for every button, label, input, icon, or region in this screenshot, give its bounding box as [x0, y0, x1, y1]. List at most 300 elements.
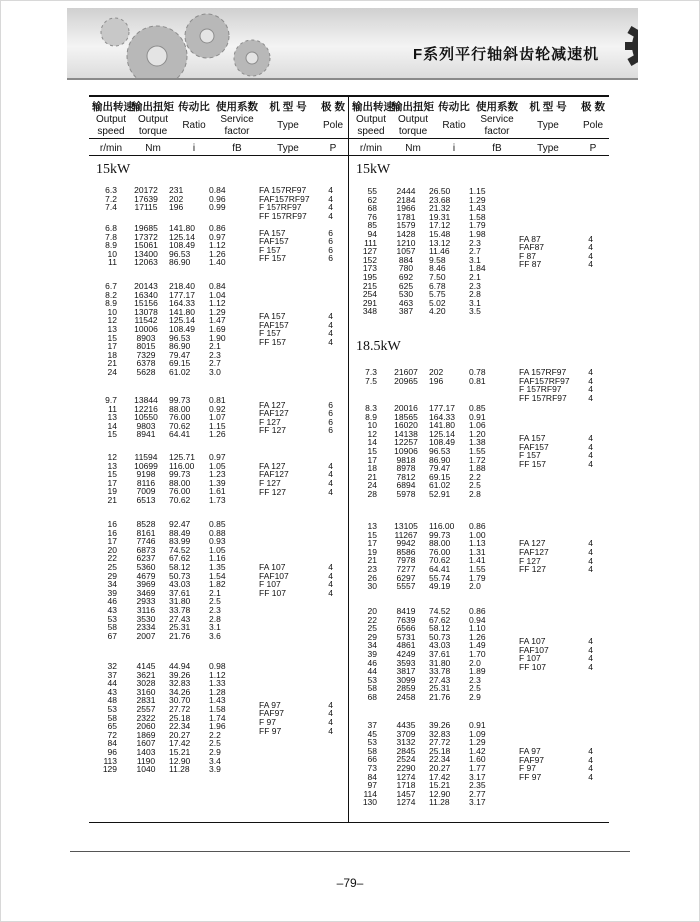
- table-cell: 1.79: [469, 220, 486, 231]
- table-cell: 1966: [396, 203, 416, 214]
- type-name: FA 127: [519, 538, 546, 549]
- header-en-line: Type: [277, 120, 299, 131]
- table-cell: 9942: [396, 538, 416, 549]
- table-cell: 0.97: [209, 231, 226, 242]
- table-cell: 34: [367, 640, 377, 651]
- table-row: [90, 258, 251, 267]
- table-cell: 17: [107, 536, 117, 547]
- table-cell: 6.3: [105, 185, 117, 195]
- type-name: FF 107: [519, 662, 546, 673]
- table-cell: 65: [107, 721, 117, 732]
- table-cell: 0.92: [209, 403, 226, 414]
- table-cell: 12: [367, 428, 377, 439]
- data-group: [350, 721, 511, 807]
- table-cell: 23.68: [429, 194, 451, 205]
- table-cell: 1403: [136, 746, 156, 757]
- table-cell: 20: [367, 606, 377, 616]
- table-cell: 26.50: [429, 186, 451, 196]
- table-cell: 7329: [136, 349, 156, 360]
- header-unit-right-1: Nm: [405, 143, 421, 154]
- table-cell: 26: [367, 572, 377, 583]
- table-row: [350, 377, 511, 386]
- table-cell: 0.93: [209, 536, 226, 547]
- type-list: [519, 539, 593, 573]
- table-cell: 11: [108, 257, 117, 268]
- table-cell: 32.83: [169, 678, 191, 689]
- table-cell: 58.12: [429, 623, 451, 634]
- table-cell: 0.84: [209, 281, 226, 291]
- table-cell: 94: [367, 228, 377, 239]
- table-cell: 19685: [134, 223, 158, 233]
- type-pole: 4: [588, 763, 593, 774]
- type-row: [259, 589, 333, 598]
- table-cell: 15: [107, 429, 117, 440]
- type-name: F 97: [259, 717, 277, 728]
- type-name: FA 157RF97: [519, 367, 567, 377]
- type-pole: 4: [588, 662, 593, 673]
- table-cell: 17639: [134, 193, 158, 204]
- table-cell: 1.12: [209, 240, 226, 251]
- table-cell: 22.34: [429, 754, 451, 765]
- type-pole: 4: [588, 450, 593, 461]
- table-cell: 14: [367, 437, 377, 448]
- table-cell: 58: [107, 712, 117, 723]
- table-cell: 5628: [136, 366, 156, 377]
- table-cell: 15.21: [429, 780, 451, 791]
- type-pole: 6: [328, 399, 333, 410]
- table-cell: 4435: [396, 720, 416, 730]
- table-cell: 21: [367, 555, 377, 566]
- table-cell: 1.12: [209, 298, 226, 309]
- header-en-line: speed: [357, 126, 385, 137]
- header-en-right-0: [352, 114, 390, 138]
- header-unit-left-1: Nm: [145, 143, 161, 154]
- table-cell: 2060: [136, 721, 156, 732]
- data-group: [350, 522, 511, 591]
- table-cell: 2933: [136, 596, 156, 607]
- type-pole: 6: [328, 425, 333, 436]
- type-pole: 4: [328, 185, 333, 195]
- type-list: [519, 747, 593, 781]
- table-row: [350, 798, 511, 807]
- table-cell: 1.09: [469, 728, 486, 739]
- table-cell: 2334: [136, 622, 156, 633]
- table-cell: 6.7: [105, 281, 117, 291]
- type-pole: 4: [588, 564, 593, 575]
- table-cell: 10006: [134, 323, 158, 334]
- table-cell: 1.07: [209, 412, 226, 423]
- table-cell: 0.94: [469, 614, 486, 625]
- table-cell: 11.46: [429, 246, 450, 257]
- type-name: FF 107: [259, 587, 286, 598]
- table-cell: 1.35: [209, 561, 226, 572]
- table-cell: 5978: [396, 488, 416, 499]
- table-cell: 8.2: [105, 289, 117, 300]
- table-cell: 67: [107, 630, 117, 641]
- table-cell: 195: [362, 271, 377, 282]
- table-cell: 39.26: [169, 669, 191, 680]
- type-row: [519, 260, 593, 269]
- type-name: FAF97: [259, 708, 285, 719]
- type-pole: 4: [328, 725, 333, 736]
- table-cell: 5.75: [429, 289, 446, 300]
- table-cell: 3.17: [469, 771, 486, 782]
- table-cell: 0.86: [469, 521, 486, 531]
- table-cell: 1.33: [209, 678, 226, 689]
- table-cell: 67.62: [169, 553, 191, 564]
- table-row: [90, 368, 251, 377]
- header-en-line: Output: [355, 114, 387, 125]
- table-cell: 19: [107, 486, 117, 497]
- table-cell: 20965: [394, 375, 418, 386]
- table-cell: 1.89: [469, 666, 486, 677]
- table-cell: 125.14: [429, 428, 455, 439]
- type-pole: 4: [588, 771, 593, 782]
- type-name: FA 127: [259, 399, 286, 410]
- table-cell: 2.1: [209, 341, 221, 352]
- table-cell: 69.15: [429, 471, 451, 482]
- table-cell: 11594: [134, 452, 158, 462]
- table-cell: 8419: [396, 606, 416, 616]
- table-cell: 2.3: [469, 280, 481, 291]
- table-cell: 23: [367, 563, 377, 574]
- table-cell: 1.72: [469, 454, 486, 465]
- table-cell: 96.53: [169, 248, 191, 259]
- table-cell: 7.4: [105, 202, 117, 213]
- type-name: FF 97: [519, 771, 542, 782]
- table-cell: 6513: [136, 494, 156, 505]
- table-cell: 2.7: [209, 358, 221, 369]
- table-cell: 88.00: [429, 538, 451, 549]
- table-cell: 3.17: [469, 797, 486, 808]
- table-cell: 12216: [134, 403, 158, 414]
- table-cell: 15156: [134, 298, 158, 309]
- table-cell: 14: [107, 420, 117, 431]
- table-cell: 177.17: [169, 289, 195, 300]
- table-cell: 2.8: [469, 488, 481, 499]
- table-cell: 14138: [394, 428, 418, 439]
- type-pole: 4: [328, 193, 333, 204]
- type-name: F 127: [259, 477, 281, 488]
- type-list: [259, 312, 333, 346]
- header-en-line: Pole: [322, 120, 343, 131]
- table-cell: 1.29: [469, 194, 486, 205]
- type-list: [519, 637, 593, 671]
- table-row: [350, 582, 511, 591]
- table-cell: 173: [362, 263, 377, 274]
- table-cell: 8903: [136, 332, 156, 343]
- table-cell: 55: [367, 186, 377, 196]
- table-cell: 13: [107, 412, 117, 423]
- type-pole: 4: [588, 653, 593, 664]
- data-group: [350, 404, 511, 499]
- type-pole: 4: [588, 644, 593, 655]
- table-cell: 31.80: [429, 657, 451, 668]
- table-cell: 8116: [136, 477, 156, 488]
- table-cell: 10550: [134, 412, 158, 423]
- table-cell: 1.79: [469, 572, 486, 583]
- table-cell: 33.78: [429, 666, 451, 677]
- table-cell: 0.91: [469, 720, 486, 730]
- header-en-right-5: [574, 120, 612, 132]
- type-list: [259, 229, 333, 263]
- table-cell: 29: [107, 570, 117, 581]
- header-unit-left-2: i: [192, 143, 196, 154]
- table-cell: 79.47: [429, 463, 451, 474]
- table-cell: 99.73: [429, 529, 451, 540]
- table-cell: 46: [107, 596, 117, 607]
- table-cell: 129: [102, 764, 117, 775]
- type-row: [259, 254, 333, 263]
- type-list: [519, 434, 593, 468]
- table-cell: 3099: [396, 674, 416, 685]
- table-cell: 15061: [134, 240, 158, 251]
- table-cell: 85: [367, 220, 377, 231]
- table-cell: 4249: [396, 648, 416, 659]
- table-cell: 46: [367, 657, 377, 668]
- type-pole: 4: [328, 477, 333, 488]
- table-cell: 141.80: [169, 223, 195, 233]
- table-cell: 15: [107, 332, 117, 343]
- type-name: FAF157: [259, 319, 289, 330]
- table-cell: 1.29: [209, 306, 226, 317]
- type-pole: 4: [588, 441, 593, 452]
- header-zh-right-2: 传动比: [438, 101, 470, 113]
- header-en-line: Service: [480, 114, 514, 125]
- table-cell: 196: [169, 202, 184, 213]
- table-cell: 21.32: [429, 203, 451, 214]
- table-cell: 7009: [136, 486, 156, 497]
- type-name: FA 157: [259, 311, 286, 322]
- table-cell: 348: [362, 306, 377, 317]
- table-cell: 1.31: [469, 546, 486, 557]
- table-cell: 15.21: [169, 746, 191, 757]
- table-cell: 10: [367, 420, 377, 431]
- type-pole: 6: [328, 236, 333, 247]
- table-row: [90, 430, 251, 439]
- type-pole: 6: [328, 408, 333, 419]
- table-cell: 8586: [396, 546, 416, 557]
- table-cell: 1.58: [469, 211, 486, 222]
- power-heading: 15kW: [96, 162, 131, 177]
- table-cell: 1607: [136, 738, 156, 749]
- table-cell: 9803: [136, 420, 156, 431]
- header-en-left-0: [92, 114, 130, 138]
- table-cell: 1.12: [209, 669, 226, 680]
- type-name: FF 87: [519, 259, 542, 270]
- table-cell: 25.18: [169, 712, 191, 723]
- table-cell: 108.49: [169, 240, 195, 251]
- header-en-left-3: [212, 114, 262, 138]
- table-cell: 1.05: [209, 544, 226, 555]
- header-en-left-4: [262, 120, 314, 132]
- table-cell: 1.88: [469, 463, 486, 474]
- type-name: FAF157RF97: [519, 375, 570, 386]
- table-cell: 2845: [396, 745, 416, 756]
- type-pole: 4: [588, 233, 593, 244]
- table-cell: 43.03: [429, 640, 451, 651]
- type-pole: 4: [328, 708, 333, 719]
- header-unit-right-5: P: [589, 143, 597, 154]
- table-cell: 1.15: [209, 420, 226, 431]
- header-unit-right-3: fB: [492, 143, 502, 154]
- table-cell: 88.00: [169, 477, 191, 488]
- table-cell: 84: [367, 771, 377, 782]
- table-cell: 1457: [396, 788, 416, 799]
- table-cell: 32.83: [429, 728, 451, 739]
- table-cell: 3.1: [469, 297, 481, 308]
- table-cell: 4145: [136, 661, 156, 671]
- table-cell: 37.61: [169, 587, 191, 598]
- header-en-line: torque: [398, 126, 428, 137]
- data-group: [90, 662, 251, 774]
- type-name: FAF157RF97: [259, 193, 310, 204]
- table-cell: 53: [367, 674, 377, 685]
- table-cell: 53: [107, 703, 117, 714]
- table-cell: 10699: [134, 460, 158, 471]
- table-cell: 45: [367, 728, 377, 739]
- table-cell: 17: [107, 477, 117, 488]
- header-en-line: Type: [537, 120, 559, 131]
- type-pole: 4: [328, 311, 333, 322]
- table-cell: 0.96: [209, 193, 226, 204]
- table-cell: 13: [107, 323, 117, 334]
- type-row: [259, 727, 333, 736]
- table-cell: 44.94: [169, 661, 191, 671]
- table-row: [90, 765, 251, 774]
- table-cell: 37: [367, 720, 377, 730]
- table-cell: 1718: [396, 780, 416, 791]
- type-pole: 4: [588, 242, 593, 253]
- table-cell: 37.61: [429, 648, 451, 659]
- table-cell: 25.18: [429, 745, 451, 756]
- table-cell: 5360: [136, 561, 156, 572]
- type-name: FF 157RF97: [259, 210, 307, 221]
- table-cell: 62: [367, 194, 377, 205]
- table-cell: 1.38: [469, 437, 486, 448]
- header-unit-right-4: Type: [537, 143, 559, 154]
- type-name: FA 87: [519, 233, 541, 244]
- header-en-line: Output: [137, 114, 169, 125]
- table-bottom-rule: [89, 822, 609, 823]
- power-heading: 18.5kW: [356, 339, 401, 354]
- type-pole: 4: [328, 202, 333, 213]
- table-cell: 1.16: [209, 553, 226, 564]
- table-cell: 2.5: [209, 596, 221, 607]
- table-cell: 15: [367, 445, 377, 456]
- type-list: [259, 462, 333, 496]
- table-cell: 20.27: [169, 729, 191, 740]
- table-cell: 58: [367, 745, 377, 756]
- table-cell: 9.7: [105, 395, 117, 405]
- table-cell: 44: [367, 666, 377, 677]
- table-cell: 76.00: [429, 546, 451, 557]
- table-cell: 31.80: [169, 596, 191, 607]
- type-pole: 4: [588, 250, 593, 261]
- table-cell: 17115: [134, 202, 158, 213]
- table-cell: 113: [103, 755, 117, 766]
- type-name: FF 127: [519, 564, 546, 575]
- table-cell: 20172: [134, 185, 158, 195]
- table-cell: 2.77: [469, 788, 486, 799]
- type-pole: 6: [328, 253, 333, 264]
- table-cell: 1.05: [209, 460, 226, 471]
- table-cell: 108.49: [429, 437, 455, 448]
- table-cell: 1.20: [469, 428, 486, 439]
- type-list: [259, 563, 333, 597]
- table-cell: 86.90: [169, 257, 191, 268]
- table-cell: 2.8: [209, 613, 221, 624]
- type-name: FAF97: [519, 754, 545, 765]
- table-cell: 0.99: [209, 202, 226, 213]
- data-group: [90, 453, 251, 505]
- type-pole: 4: [588, 746, 593, 756]
- header-rule: [89, 155, 609, 156]
- type-pole: 4: [328, 562, 333, 573]
- type-name: F 127: [519, 555, 541, 566]
- table-cell: 76.00: [169, 412, 191, 423]
- table-cell: 6894: [396, 480, 416, 491]
- table-cell: 22: [107, 553, 117, 564]
- header-en-line: torque: [138, 126, 168, 137]
- table-cell: 22: [367, 614, 377, 625]
- table-cell: 387: [398, 306, 414, 317]
- table-cell: 2.2: [209, 729, 221, 740]
- table-cell: 1.26: [209, 248, 226, 259]
- table-cell: 61.02: [169, 366, 191, 377]
- table-cell: 125.14: [169, 231, 195, 242]
- type-pole: 4: [588, 538, 593, 549]
- table-row: [350, 307, 511, 316]
- table-cell: 3.0: [209, 366, 221, 377]
- type-name: F 107: [519, 653, 541, 664]
- table-cell: 0.88: [209, 527, 226, 538]
- table-cell: 0.97: [209, 452, 226, 462]
- table-cell: 30.70: [169, 695, 191, 706]
- table-cell: 12257: [394, 437, 418, 448]
- type-name: FAF127: [519, 546, 549, 557]
- table-cell: 7.3: [365, 367, 377, 377]
- table-cell: 218.40: [169, 281, 195, 291]
- type-pole: 6: [328, 227, 333, 238]
- table-cell: 1.77: [469, 762, 486, 773]
- table-cell: 884: [398, 254, 414, 265]
- table-cell: 84: [107, 738, 117, 749]
- table-cell: 141.80: [169, 306, 195, 317]
- data-group: [90, 396, 251, 439]
- table-cell: 8.3: [365, 403, 377, 413]
- table-cell: 1.06: [469, 420, 486, 431]
- table-cell: 2458: [396, 691, 416, 702]
- header-en-line: factor: [484, 126, 510, 137]
- type-name: F 157RF97: [519, 384, 562, 395]
- table-cell: 1040: [136, 764, 156, 775]
- table-cell: 17.12: [429, 220, 451, 231]
- banner: [67, 8, 638, 80]
- table-cell: 64.41: [429, 563, 451, 574]
- table-cell: 12063: [134, 257, 158, 268]
- table-cell: 2859: [396, 683, 416, 694]
- table-cell: 692: [398, 271, 414, 282]
- header-zh-left-3: 使用系数: [216, 101, 258, 113]
- table-cell: 3969: [136, 579, 156, 590]
- header-zh-right-5: 极 数: [581, 101, 605, 113]
- data-group: [90, 186, 251, 212]
- type-row: [259, 488, 333, 497]
- table-cell: 0.86: [469, 606, 486, 616]
- type-name: F 157: [519, 450, 541, 461]
- table-cell: 66: [367, 754, 377, 765]
